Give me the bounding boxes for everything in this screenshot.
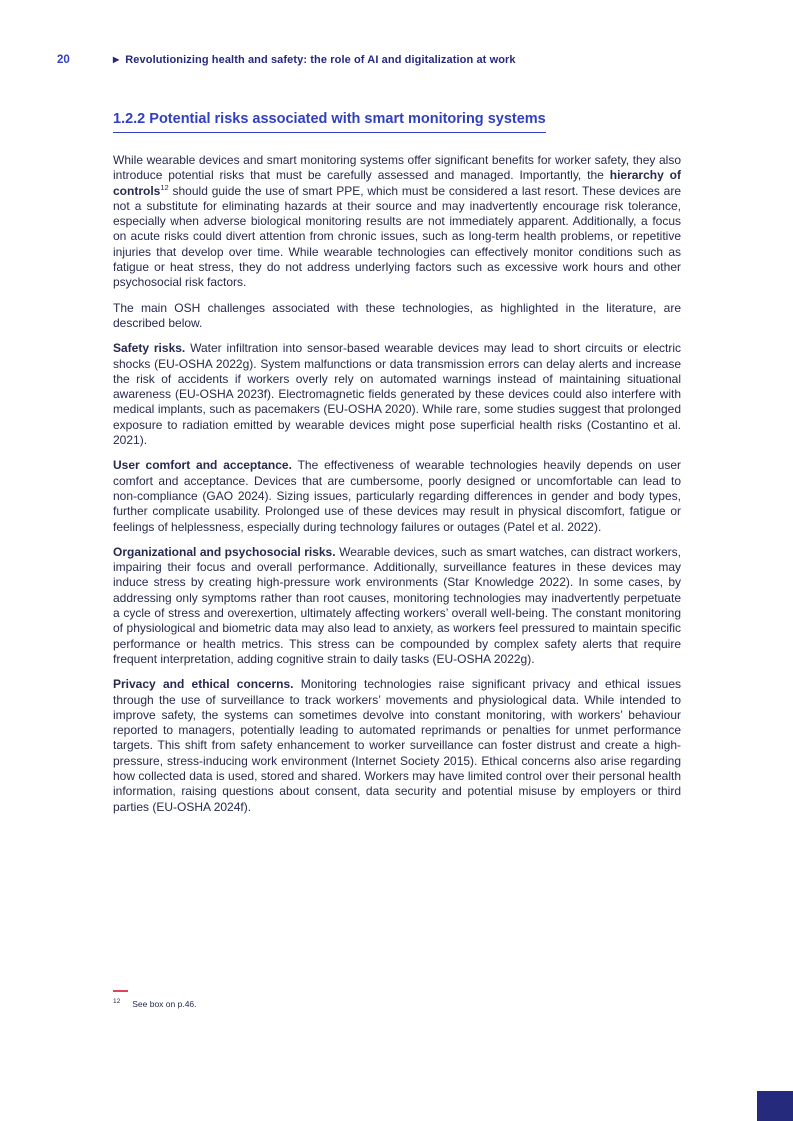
paragraph-lead: User comfort and acceptance. <box>113 458 292 473</box>
footnote-ref: 12 <box>160 182 169 192</box>
footnote <box>113 999 513 1009</box>
paragraph-organizational-risks <box>113 545 681 667</box>
paragraph-lead: Privacy and ethical concerns. <box>113 677 294 692</box>
footnote-marker: 12 <box>113 998 121 1006</box>
paragraph-intro <box>113 153 681 291</box>
section-heading: 1.2.2 Potential risks associated with smart monitoring systems <box>113 111 546 133</box>
arrow-icon: ▶ <box>113 55 120 64</box>
paragraph-privacy-concerns <box>113 677 681 815</box>
paragraph-text: The effectiveness of wearable technologies heavily depends on user comfort and acceptance. Devices that are cumbersome, poorly designed or uncomfortable can lead to non-compliance (GAO 2024). Sizing issues, particularly regarding differences in gender and body types, further complicate usability. Prolonged use of these devices may result in physical discomfort, fatigue or feelings of helplessness, especially during technology failures or outages (Patel et al. 2022). <box>113 458 681 534</box>
paragraph-text: should guide the use of smart PPE, which must be considered a last resort. These devices are not a substitute for eliminating hazards at their source and may inadvertently encourage risk tolerance, especially when adverse biological monitoring results are not immediately apparent. Additionally, a focus on acute risks could divert attention from chronic issues, such as long-term health problems, or repetitive injuries that develop over time. While wearable technologies can effectively monitor conditions such as fatigue or heat stress, they do not address underlying factors such as excessive work hours and other psychosocial risk factors. <box>113 183 681 290</box>
paragraph-lead: Safety risks. <box>113 341 186 356</box>
paragraph-user-comfort <box>113 458 681 534</box>
paragraph-text: Monitoring technologies raise significant privacy and ethical issues through the use of surveillance to track workers’ movements and physiological data. While intended to improve safety, the systems can sometimes devolve into constant monitoring, with workers’ behaviour reported to managers, potentially leading to automated reprimands or penalties for unmet performance targets. This shift from safety enhancement to worker surveillance can foster distrust and create a high-pressure, stress-inducing work environment (Internet Society 2015). Ethical concerns also arise regarding how collected data is used, stored and shared. Workers may have limited control over their personal health information, raising questions about consent, data security and potential misuse by employers or third parties (EU-OSHA 2024f). <box>113 677 682 814</box>
running-title <box>113 54 516 66</box>
paragraph-text: The main OSH challenges associated with these technologies, as highlighted in the literature, are described below. <box>113 300 681 330</box>
paragraph-text: Water infiltration into sensor-based wearable devices may lead to short circuits or electric shocks (EU-OSHA 2022g). System malfunctions or data transmission errors can delay alerts and increase the risk of accidents if workers overly rely on automated warnings instead of maintaining situational awareness (EU-OSHA 2023f). Electromagnetic fields generated by these devices could also interfere with medical implants, such as pacemakers (EU-OSHA 2020). While rare, some studies suggest that prolonged exposure to radiation emitted by wearable devices might pose superficial health risks (Costantino et al. 2021). <box>113 341 681 448</box>
paragraph-text: While wearable devices and smart monitoring systems offer significant benefits for worker safety, they also introduce potential risks that must be carefully assessed and managed. Importantly, the <box>113 153 681 183</box>
footnote-text: See box on p.46. <box>132 999 197 1009</box>
footnote-rule <box>113 990 128 992</box>
paragraph-osh-challenges <box>113 301 681 332</box>
bold-term: hierarchy of controls <box>113 168 681 198</box>
running-title-text: Revolutionizing health and safety: the role of AI and digitalization at work <box>125 54 516 66</box>
footnote-area <box>113 990 513 1009</box>
paragraph-lead: Organizational and psychosocial risks. <box>113 544 336 559</box>
page-header <box>57 54 736 66</box>
page-content <box>113 110 681 825</box>
corner-decoration <box>757 1091 793 1121</box>
paragraph-safety-risks <box>113 341 681 448</box>
page-number: 20 <box>57 54 70 66</box>
paragraph-text: Wearable devices, such as smart watches, can distract workers, impairing their focus and overall performance. Additionally, surveillance features in these devices may induce stress by creating high-pressure work environments (Star Knowledge 2022). In some cases, by addressing only symptoms rather than root causes, monitoring technologies may inadvertently perpetuate a cycle of stress and overexertion, ultimately affecting workers’ overall well-being. The constant monitoring of physiological and biometric data may also lead to anxiety, as workers feel pressured to maintain specific performance or health metrics. This stress can be compounded by complex safety alerts that require frequent interpretation, adding cognitive strain to daily tasks (EU-OSHA 2022g). <box>113 544 681 666</box>
